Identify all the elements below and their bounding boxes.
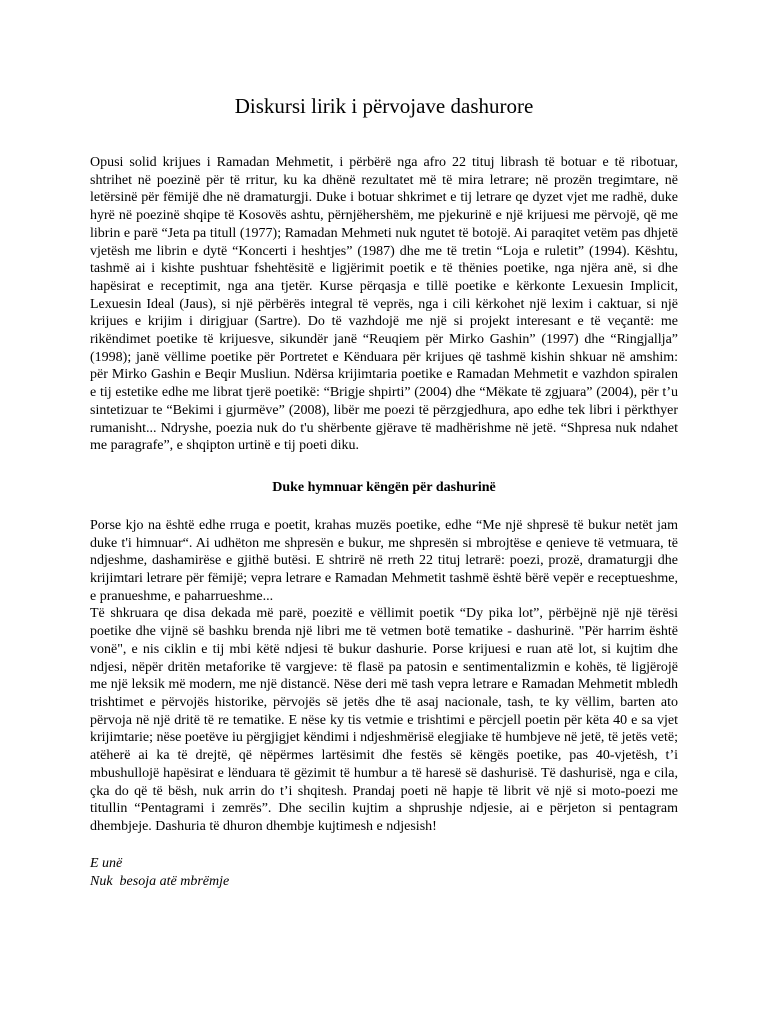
poem-line: Nuk besoja atë mbrëmje <box>90 873 230 889</box>
body-paragraph: Të shkruara qe disa dekada më parë, poezitë e vëllimit poetik “Dy pika lot”, përbëjnë një një tërësi poetike dhe vijnë së bashku brenda një libri me të vetmen botë tematike - dashurinë. "Për harrim është vonë", e nis ciklin e tij mbi këtë ndjesi të bukur dashurie. Porse krijuesi e ruan atë lot, si kujtim dhe ndjesi, nëpër dritën metaforike të vargjeve: të flasë pa patosin e sentimentalizmin e kohës, të ligjërojë me një leksik më modern, me një distancë. Nëse deri më tash vepra letrare e Ramadan Mehmetit mbledh trishtimet e përvojës historike, përvojës së jetës dhe të asaj nacionale, tash, te ky vëllim, barten ato përvoja në një dritë të re tematike. E nëse ky tis vetmie e trishtimi e përcjell poetin për këta 40 e sa vjet krijimtarie; nëse poetëve iu përgjigjet këndimi i ndjeshmërisë elegjiake të humbjeve në jetë, të jetës vetë; atëherë ai ka të drejtë, që nëpërmes lartësimit dhe festës së këngës poetike, pas 40-vjetësh, t’i mbushullojë hapësirat e lënduara të gëzimit të humbur a të haresë së dashurisë. Të dashurisë, nga e cila, çka do që të bësh, nuk arrin do t’i shqitesh. Prandaj poeti në hapje të librit vë një si moto-poezi me titullin “Pentagrami i zemrës”. Dhe secilin kujtim a shprushje ndjesie, ai e përjeton si pentagram dhembjeje. Dashuria të dhuron dhembje kujtimesh e ndjesish! <box>90 606 678 834</box>
body-paragraph: Porse kjo na është edhe rruga e poetit, krahas muzës poetike, edhe “Me një shpresë të bukur netët jam duke t'i himnuar“. Ai udhëton me shpresën e bukur, me shpresën si mbrojtëse e qenieve të vetmuara, të ndjeshme, dashamirëse e gjithë butësi. E shtrirë në rreth 22 tituj letrarë: poezi, prozë, dramaturgji dhe krijimtari letrare për fëmijë; vepra letrare e Ramadan Mehmetit tashmë është bërë vepër e receptueshme, e pranueshme, e paharrueshme... <box>90 517 678 604</box>
poem-excerpt <box>90 855 678 891</box>
section-heading: Duke hymnuar këngën për dashurinë <box>272 479 496 495</box>
document-page <box>90 0 678 891</box>
document-title: Diskursi lirik i përvojave dashurore <box>234 94 534 118</box>
poem-line: E unë <box>90 855 123 871</box>
intro-paragraph: Opusi solid krijues i Ramadan Mehmetit, i përbërë nga afro 22 tituj librash të botuar e të ribotuar, shtrihet në poezinë për të rritur, ku ka dhënë rezultatet më të mira letrare; në prozën tregimtare, në letërsinë për fëmijë dhe në dramaturgji. Duke i botuar shkrimet e tij letrare qe dyzet vjet me radhë, duke hyrë në poezinë shqipe të Kosovës ashtu, përnjëhershëm, me pjekurinë e një krijuesi me përvojë, që me librin e parë “Jeta pa titull (1977); Ramadan Mehmeti nuk ngutet të botojë. Ai paraqitet vetëm pas dhjetë vjetësh me librin e dytë “Koncerti i heshtjes” (1987) dhe me të tretin “Loja e ruletit” (1994). Kështu, tashmë ai i kishte pushtuar fshehtësitë e ligjërimit poetik e të thënies poetike, nga njëra anë, si dhe hapësirat e receptimit, nga ana tjetër. Kurse përqasja e tillë poetike e kërkonte Lexuesin Implicit, Lexuesin Ideal (Jaus), si një përbërës integral të veprës, nga i cili kërkohet një lexim i caktuar, si një krijues e krijim i dirigjuar (Sartre). Do të vazhdojë me një si projekt interesant e të veçantë: me rikëndimet poetike të krijuesve, sikundër janë “Reuqiem për Mirko Gashin” (1997) dhe “Ringjallja” (1998); janë vëllime poetike për Portretet e Kënduara për krijues që tashmë kishin shkuar në amshim: për Mirko Gashin e Beqir Musliun. Ndërsa krijimtaria poetike e Ramadan Mehmetit e vazhdon spiralen e tij estetike edhe me librat tjerë poetikë: “Brigje shpirti” (2004) dhe “Mëkate të zgjuara” (2004), për t’u sintetizuar te “Bekimi i gjurmëve” (2008), libër me poezi të përzgjedhura, apo edhe tek libri i përkthyer rumanisht... Ndryshe, poezia nuk do t'u shërbente gjërave të madhërishme në jetë. “Shpresa nuk ndahet me paragrafe”, e shqipton urtinë e tij poeti diku. <box>90 155 678 454</box>
